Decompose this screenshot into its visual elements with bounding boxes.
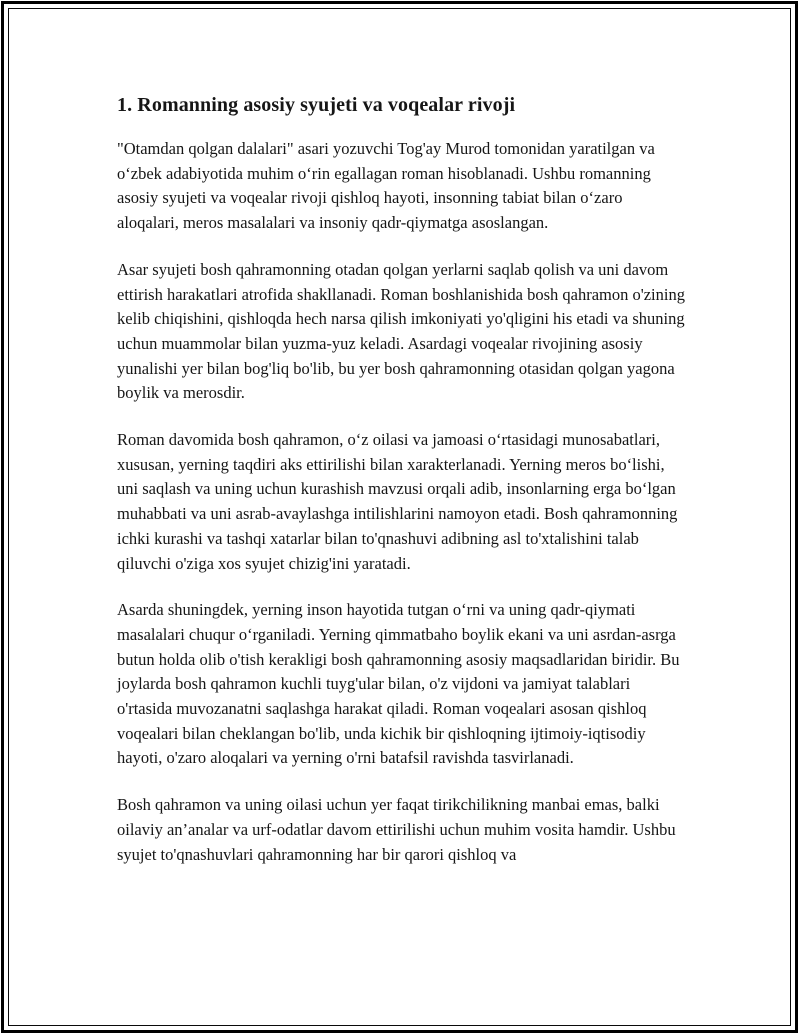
paragraph-family: Bosh qahramon va uning oilasi uchun yer faqat tirikchilikning manbai emas, balki oilaviy an’analar va urf-odatlar davom ettirilishi uchun muhim vosita hamdir. Ushbu syujet to'qnashuvlari qahramonning har bir qarori qishloq va	[117, 795, 676, 864]
paragraph-relations: Roman davomida bosh qahramon, oʻz oilasi va jamoasi oʻrtasidagi munosabatlari, xususan, yerning taqdiri aks ettirilishi bilan xarakterlanadi. Yerning meros boʻlishi, uni saqlash va uning uchun kurashish mavzusi orqali adib, insonlarning erga boʻlgan muhabbati va uni asrab-avaylashga intilishlarini namoyon etadi. Bosh qahramonning ichki kurashi va tashqi xatarlar bilan to'qnashuvi adibning asl to'xtalishini talab qiluvchi o'ziga xos syujet chizig'ini yaratadi.	[117, 430, 678, 573]
paragraph-intro: "Otamdan qolgan dalalari" asari yozuvchi Tog'ay Murod tomonidan yaratilgan va oʻzbek adabiyotida muhim oʻrin egallagan roman hisoblanadi. Ushbu romanning asosiy syujeti va voqealar rivoji qishloq hayoti, insonning tabiat bilan oʻzaro aloqalari, meros masalalari va insoniy qadr-qiymatga asoslangan.	[117, 139, 655, 233]
paragraph-land-value: Asarda shuningdek, yerning inson hayotida tutgan oʻrni va uning qadr-qiymati masalalari chuqur oʻrganiladi. Yerning qimmatbaho boylik ekani va uni asrdan-asrga butun holda olib o'tish kerakligi bosh qahramonning asosiy maqsadlaridan biridir. Bu joylarda bosh qahramon kuchli tuyg'ular bilan, o'z vijdoni va jamiyat talablari o'rtasida muvozanatni saqlashga harakat qiladi. Roman voqealari asosan qishloq voqealari bilan cheklangan bo'lib, unda kichik bir qishloqning ijtimoiy-iqtisodiy hayoti, o'zaro aloqalari va yerning o'rni batafsil ravishda tasvirlanadi.	[117, 600, 680, 768]
document-content	[117, 92, 685, 889]
paragraph-plot: Asar syujeti bosh qahramonning otadan qolgan yerlarni saqlab qolish va uni davom ettirish harakatlari atrofida shakllanadi. Roman boshlanishida bosh qahramon o'zining kelib chiqishini, qishloqda hech narsa qilish imkoniyati yo'qligini his etadi va shuning uchun muammolar bilan yuzma-yuz keladi. Asardagi voqealar rivojining asosiy yunalishi yer bilan bog'liq bo'lib, bu yer bosh qahramonning otasidan qolgan yagona boylik va merosdir.	[117, 259, 685, 403]
document-heading: 1. Romanning asosiy syujeti va voqealar rivoji	[117, 94, 516, 116]
